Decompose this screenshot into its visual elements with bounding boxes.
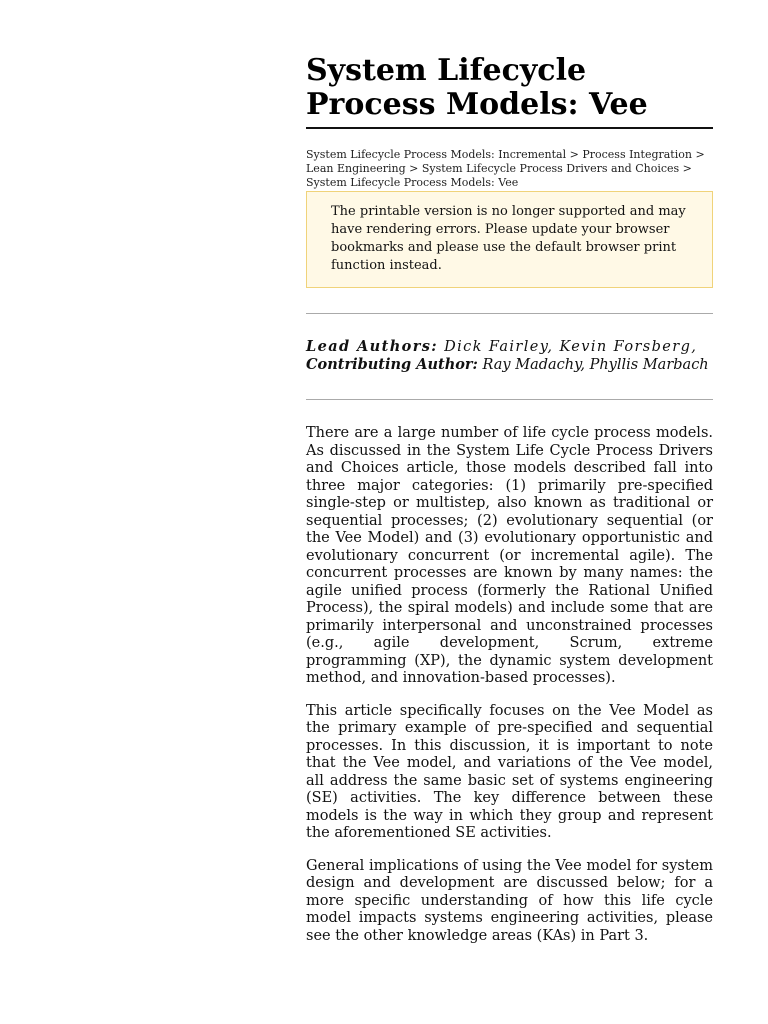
- paragraph: This article specifically focuses on the Vee Model as the primary example of pre-specified and sequential processes. In this discussion, it is important to note that the Vee model, and variations of the Vee model, all address the same basic set of systems engineering (SE) activities. The key difference between these models is the way in which they group and represent the aforementioned SE activities.: [306, 702, 713, 841]
- page-title: System Lifecycle Process Models: Vee: [306, 54, 713, 129]
- lead-authors-names: Dick Fairley, Kevin Forsberg,: [444, 339, 698, 355]
- lead-authors-line: [306, 338, 713, 356]
- article: [306, 54, 713, 960]
- divider: [306, 313, 713, 314]
- divider: [306, 399, 713, 400]
- contributing-author-names: Ray Madachy, Phyllis Marbach: [482, 357, 709, 373]
- paragraph: There are a large number of life cycle process models. As discussed in the System Life Cycle Process Drivers and Choices article, those models described fall into three major categories: (1) primarily pre-specified single-step or multistep, also known as traditional or sequential processes; (2) evolutionary sequential (or the Vee Model) and (3) evolutionary opportunistic and evolutionary concurrent (or incremental agile). The concurrent processes are known by many names: the agile unified process (formerly the Rational Unified Process), the spiral models) and include some that are primarily interpersonal and unconstrained processes (e.g., agile development, Scrum, extreme programming (XP), the dynamic system development method, and innovation-based processes).: [306, 425, 713, 686]
- authors-block: [306, 338, 713, 374]
- article-body: [306, 425, 713, 945]
- printable-version-notice: The printable version is no longer supported and may have rendering errors. Please update your browser bookmarks and please use the default browser print function instead.: [306, 191, 713, 288]
- breadcrumb[interactable]: System Lifecycle Process Models: Incremental > Process Integration > Lean Engineering > System Lifecycle Process Drivers and Choices > System Lifecycle Process Models: Vee: [306, 148, 705, 189]
- lead-authors-label: Lead Authors:: [306, 338, 439, 355]
- paragraph: General implications of using the Vee model for system design and development are discussed below; for a more specific understanding of how this life cycle model impacts systems engineering activities, please see the other knowledge areas (KAs) in Part 3.: [306, 857, 713, 944]
- contributing-author-label: Contributing Author:: [306, 356, 478, 373]
- contributing-author-line: [306, 356, 713, 374]
